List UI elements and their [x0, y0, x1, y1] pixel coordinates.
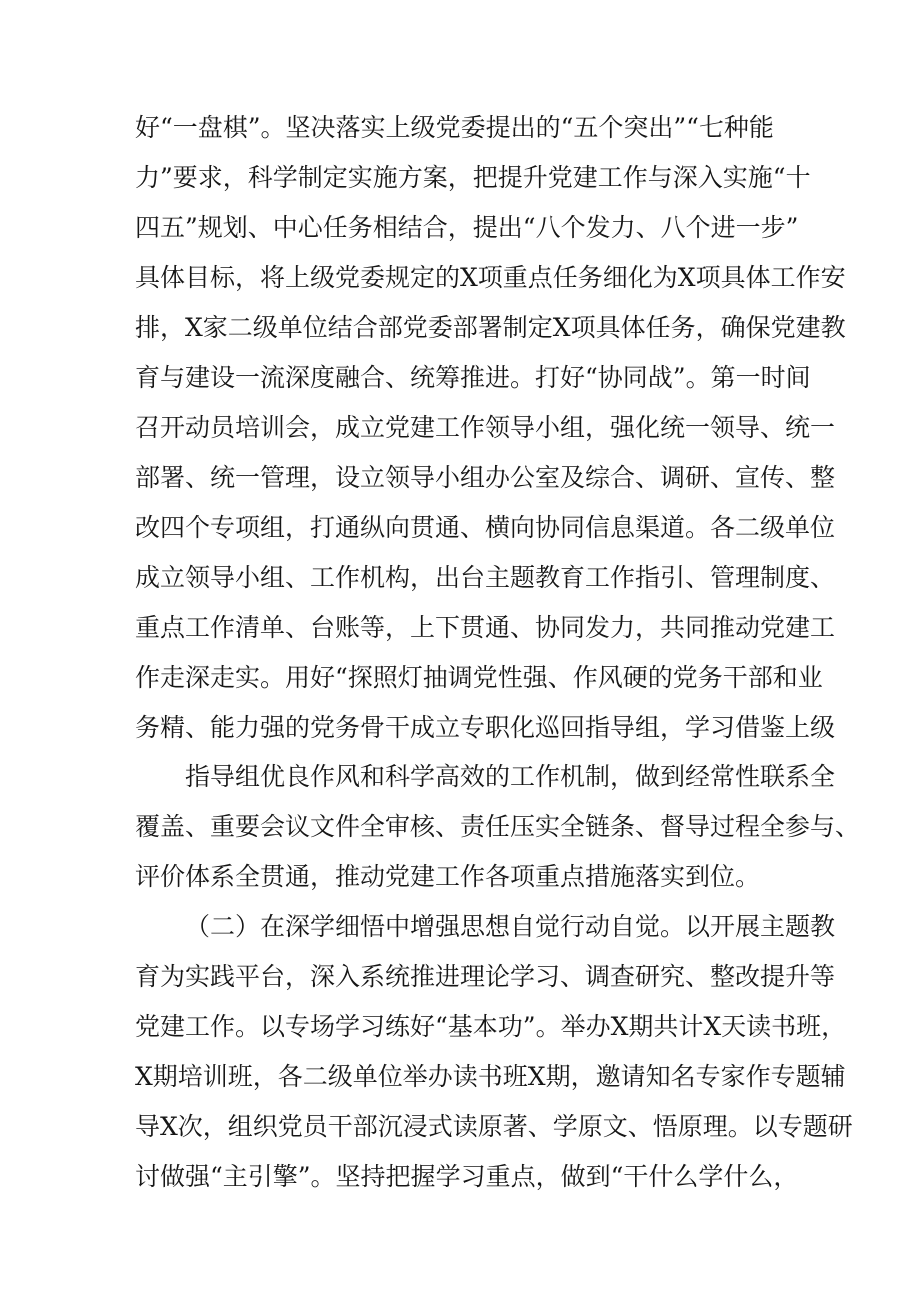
body-line: X期培训班，各二级单位举办读书班X期，邀请知名专家作专题辅 — [135, 1062, 846, 1091]
body-line: 部署、统一管理，设立领导小组办公室及综合、调研、宣传、整 — [135, 463, 836, 492]
body-line: 力”要求，科学制定实施方案，把提升党建工作与深入实施“十 — [135, 163, 811, 192]
body-line: 讨做强“主引擎”。坚持把握学习重点，做到“干什么学什么， — [135, 1162, 799, 1191]
body-line: 作走深走实。用好“探照灯抽调党性强、作风硬的党务干部和业 — [135, 663, 823, 692]
body-line: 育为实践平台，深入系统推进理论学习、调查研究、整改提升等 — [135, 962, 836, 991]
body-line: 务精、能力强的党务骨干成立专职化巡回指导组，学习借鉴上级 — [135, 713, 836, 742]
section-heading-line: （二）在深学细悟中增强思想自觉行动自觉。以开展主题教 — [185, 912, 836, 941]
body-line: 导X次，组织党员干部沉浸式读原著、学原文、悟原理。以专题研 — [135, 1112, 853, 1141]
body-line: 成立领导小组、工作机构，出台主题教育工作指引、管理制度、 — [135, 563, 836, 592]
body-line: 评价体系全贯通，推动党建工作各项重点措施落实到位。 — [135, 862, 761, 891]
body-line: 四五”规划、中心任务相结合，提出“八个发力、八个进一步” — [135, 213, 799, 242]
body-line: 重点工作清单、台账等，上下贯通、协同发力，共同推动党建工 — [135, 613, 836, 642]
body-line: 好“一盘棋”。坚决落实上级党委提出的“五个突出”“七种能 — [135, 113, 774, 142]
body-line: 改四个专项组，打通纵向贯通、横向协同信息渠道。各二级单位 — [135, 513, 836, 542]
body-line: 指导组优良作风和科学高效的工作机制，做到经常性联系全 — [185, 762, 836, 791]
body-line: 育与建设一流深度融合、统筹推进。打好“协同战”。第一时间 — [135, 363, 811, 392]
body-line: 召开动员培训会，成立党建工作领导小组，强化统一领导、统一 — [135, 413, 836, 442]
body-line: 具体目标，将上级党委规定的X项重点任务细化为X项具体工作安 — [135, 263, 846, 292]
body-line: 覆盖、重要会议文件全审核、责任压实全链条、督导过程全参与、 — [135, 812, 861, 841]
body-line: 排，X家二级单位结合部党委部署制定X项具体任务，确保党建教 — [135, 313, 846, 342]
body-line: 党建工作。以专场学习练好“基本功”。举办X期共计X天读书班， — [135, 1012, 847, 1041]
